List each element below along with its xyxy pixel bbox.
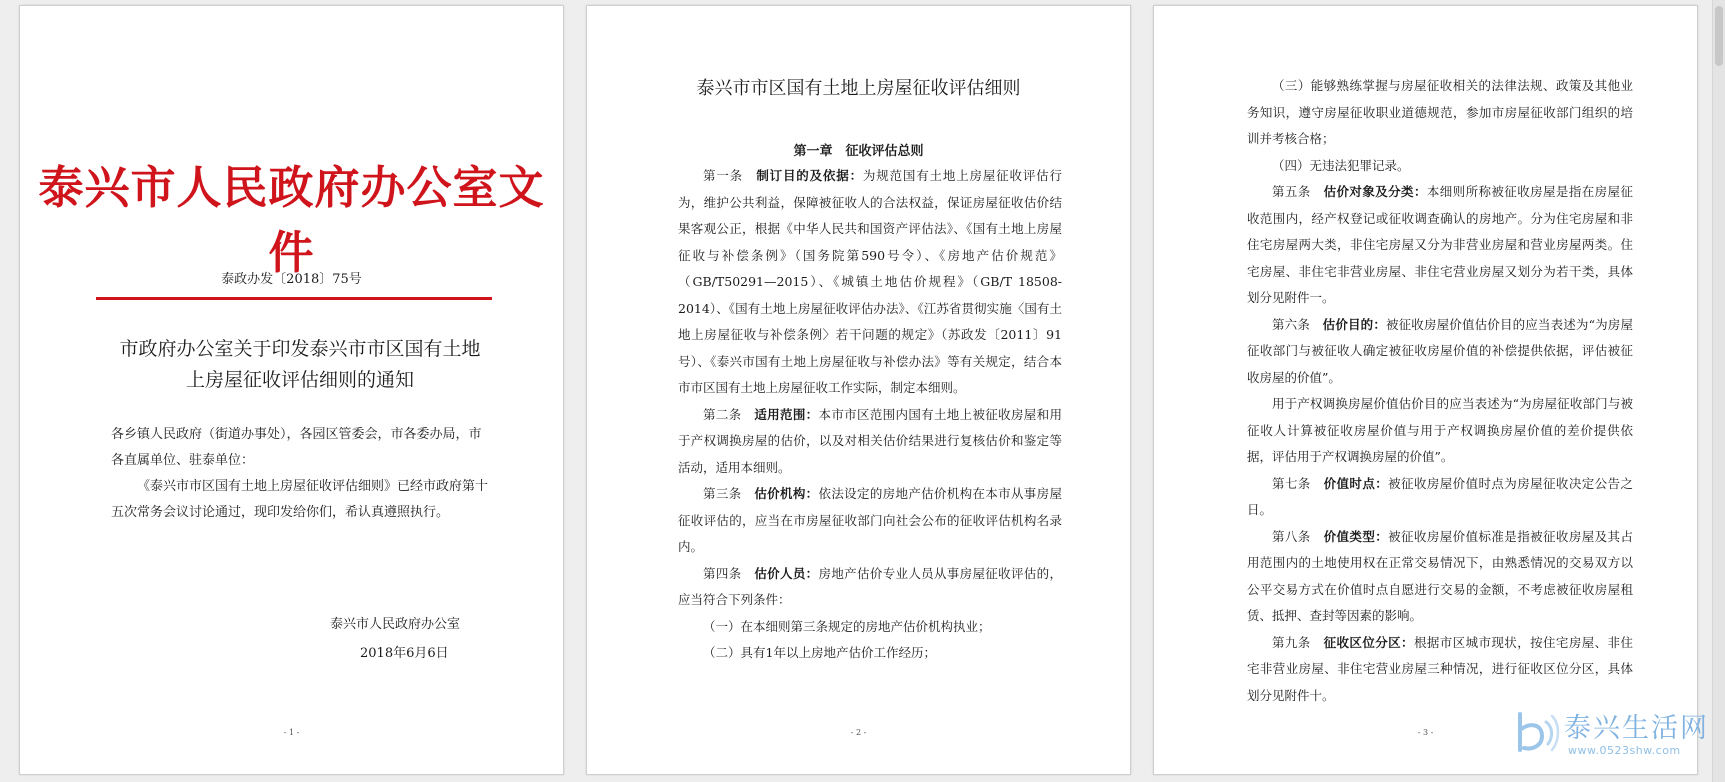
article-heading: 估价机构： [754, 486, 819, 501]
notice-paragraph: 《泰兴市市区国有土地上房屋征收评估细则》已经市政府第十五次常务会议讨论通过，现印发给你们，希认真遵照执行。 [111, 479, 489, 520]
article [678, 402, 1062, 482]
article-text: 为规范国有土地上房屋征收评估行为，维护公共利益，保障被征收人的合法权益，保证房屋征收估价结果客观公正，根据《中华人民共和国资产评估法》、《国有土地上房屋征收与补偿条例》（国务院第590号令）、《房地产估价规范》（GB/T50291—2015）、《城镇土地估价规程》（GB/T 18508-2014）、《国有土地上房屋征收评估办法》、《江苏省贯彻实施〈国有土地上房屋征收与补偿条例〉若干问题的规定》（苏政发〔2011〕91号）、《泰兴市国有土地上房屋征收与补偿办法》等有关规定，结合本市市区国有土地上房屋征收工作实际，制定本细则。 [678, 168, 1062, 395]
article-text: 房地产估价专业人员从事房屋征收评估的，应当符合下列条件： [678, 565, 1062, 607]
list-item: （四）无违法犯罪记录。 [1272, 157, 1410, 173]
logo-icon [1512, 708, 1560, 756]
watermark-name: 泰兴生活网 [1564, 713, 1709, 744]
article-number: 第六条 [1272, 316, 1310, 332]
page3-body [1247, 73, 1633, 709]
list-item: （三）能够熟练掌握与房屋征收相关的法律法规、政策及其他业务知识，遵守房屋征收职业道德规范，参加市房屋征收部门组织的培训并考核合格； [1247, 78, 1633, 146]
article-paragraph: 用于产权调换房屋价值估价目的应当表述为“为房屋征收部门与被征收人计算被征收房屋价值与用于产权调换房屋价值的差价提供依据，评估用于产权调换房屋的价值”。 [1247, 396, 1633, 464]
article-heading: 适用范围： [754, 406, 819, 422]
list-item: （二）具有1年以上房地产估价工作经历； [703, 645, 936, 660]
article-text: 被征收房屋价值时点为房屋征收决定公告之日。 [1247, 475, 1633, 517]
article-text: 被征收房屋价值估价目的应当表述为“为房屋征收部门与被征收人确定被征收房屋价值的补偿提供依据，评估被征收房屋的价值”。 [1247, 316, 1633, 385]
signature-block [330, 610, 460, 668]
scrollbar-thumb[interactable] [1715, 6, 1723, 66]
article-number: 第九条 [1272, 634, 1311, 650]
date: 2018年6月6日 [360, 646, 449, 661]
document-page-2 [586, 5, 1131, 775]
article-text: 本市市区范围内国有土地上被征收房屋和用于产权调换房屋的估价，以及对相关估价结果进行复核估价和鉴定等活动，适用本细则。 [678, 406, 1062, 475]
article [1247, 179, 1633, 312]
article [678, 561, 1062, 614]
article-text: 被征收房屋价值标准是指被征收房屋及其占用范围内的土地使用权在正常交易情况下，由熟悉情况的交易双方以公平交易方式在价值时点自愿进行交易的金额，不考虑被征收房屋租赁、抵押、查封等因素的影响。 [1247, 528, 1633, 623]
article-number: 第七条 [1272, 475, 1311, 491]
watermark-url: www.0523shw.com [1568, 744, 1681, 757]
vertical-scrollbar[interactable] [1712, 0, 1725, 782]
article-heading: 估价目的： [1322, 316, 1386, 332]
notice-body [111, 422, 494, 526]
article-number: 第八条 [1272, 528, 1311, 544]
document-number: 泰政办发〔2018〕75号 [221, 272, 362, 287]
page-number: - 2 - [850, 728, 867, 737]
article-heading: 价值类型： [1323, 528, 1389, 544]
red-divider [96, 297, 492, 300]
page2-body [678, 163, 1062, 667]
notice-title [110, 334, 490, 396]
article-heading: 制订目的及依据： [756, 168, 863, 183]
article-number: 第一条 [703, 168, 743, 183]
chapter-heading: 第一章 征收评估总则 [793, 144, 924, 159]
article-number: 第四条 [703, 565, 742, 581]
article-number: 第三条 [703, 486, 742, 501]
signature: 泰兴市人民政府办公室 [330, 617, 461, 632]
page-number: - 1 - [283, 728, 300, 737]
notice-title-line: 市政府办公室关于印发泰兴市市区国有土地 [119, 338, 481, 360]
article-heading: 价值时点： [1323, 475, 1389, 491]
article-heading: 估价人员： [754, 565, 819, 581]
article [678, 163, 1062, 402]
article [1247, 630, 1633, 710]
document-header: 泰兴市人民政府办公室文件 [38, 161, 545, 279]
notice-title-line: 上房屋征收评估细则的通知 [185, 369, 414, 391]
list-item: （一）在本细则第三条规定的房地产估价机构执业； [703, 618, 991, 634]
article-number: 第二条 [703, 406, 742, 422]
article-heading: 征收区位分区： [1323, 634, 1414, 650]
article [1247, 471, 1633, 524]
article [678, 481, 1062, 561]
document-page-3 [1153, 5, 1698, 775]
site-watermark [1512, 704, 1722, 764]
article-heading: 估价对象及分类： [1323, 184, 1427, 199]
article-number: 第五条 [1272, 184, 1311, 199]
article [1247, 524, 1633, 630]
article [1247, 312, 1633, 392]
recipients: 各乡镇人民政府（街道办事处），各园区管委会，市各委办局，市各直属单位、驻泰单位： [111, 427, 482, 468]
article-text: 本细则所称被征收房屋是指在房屋征收范围内，经产权登记或征收调查确认的房地产。分为住宅房屋和非住宅房屋两大类，非住宅房屋又分为非营业房屋和营业房屋两类。住宅房屋、非住宅非营业房屋、非住宅营业房屋又划分为若干类，具体划分见附件一。 [1247, 184, 1633, 305]
page-number: - 3 - [1417, 728, 1434, 737]
rules-title: 泰兴市市区国有土地上房屋征收评估细则 [696, 78, 1021, 99]
article-text: 依法设定的房地产估价机构在本市从事房屋征收评估的，应当在市房屋征收部门向社会公布的征收评估机构名录内。 [678, 486, 1062, 554]
document-page-1 [19, 5, 564, 775]
article-text: 根据市区城市现状，按住宅房屋、非住宅非营业房屋、非住宅营业房屋三种情况，进行征收区位分区，具体划分见附件十。 [1247, 634, 1633, 703]
